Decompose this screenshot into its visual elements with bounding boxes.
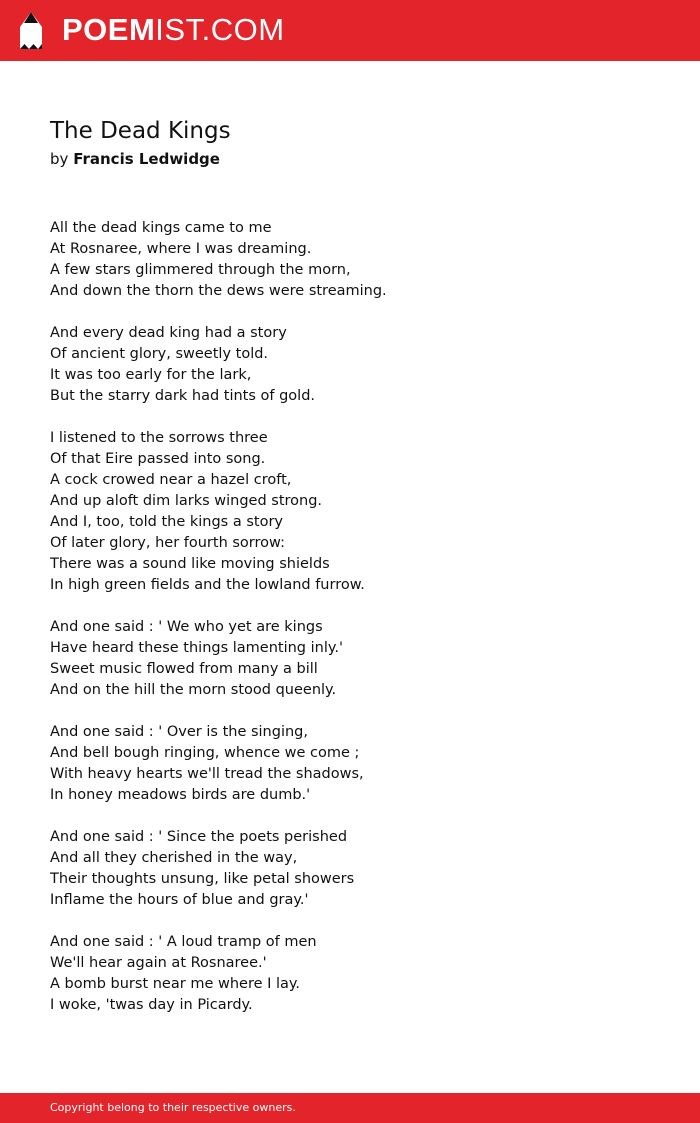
poem-line: Sweet music flowed from many a bill (50, 661, 318, 677)
poem-line: All the dead kings came to me (50, 220, 272, 236)
byline (50, 148, 220, 170)
site-footer (0, 1093, 700, 1123)
poem-line: And every dead king had a story (50, 325, 287, 341)
poem-line: I listened to the sorrows three (50, 430, 268, 446)
poem-line: I woke, 'twas day in Picardy. (50, 997, 253, 1013)
poem-line: At Rosnaree, where I was dreaming. (50, 241, 312, 257)
poem-line: And up aloft dim larks winged strong. (50, 493, 323, 509)
stanza (50, 932, 610, 1016)
poem-line: And down the thorn the dews were streaming. (50, 283, 387, 299)
author-name: Francis Ledwidge (73, 150, 220, 168)
poem-line: A cock crowed near a hazel croft, (50, 472, 292, 488)
poem-line: It was too early for the lark, (50, 367, 252, 383)
poem-line: A bomb burst near me where I lay. (50, 976, 301, 992)
poem-line: Of that Eire passed into song. (50, 451, 266, 467)
logo-bold-text: POEM (62, 12, 156, 47)
poem-line: In honey meadows birds are dumb.' (50, 787, 311, 803)
poem-line: And all they cherished in the way, (50, 850, 298, 866)
poem-line: And one said : ' Since the poets perished (50, 829, 348, 845)
poem-line: And bell bough ringing, whence we come ; (50, 745, 360, 761)
poem-line: Inflame the hours of blue and gray.' (50, 892, 309, 908)
poem-line: And I, too, told the kings a story (50, 514, 283, 530)
poem-line: Of ancient glory, sweetly told. (50, 346, 269, 362)
pen-nib-icon[interactable] (18, 10, 44, 52)
poem-line: A few stars glimmered through the morn, (50, 262, 351, 278)
stanza (50, 827, 610, 911)
poem-line: With heavy hearts we'll tread the shadows, (50, 766, 364, 782)
poem-line: There was a sound like moving shields (50, 556, 330, 572)
poem-line: Of later glory, her fourth sorrow: (50, 535, 285, 551)
logo-light-text: IST.COM (155, 12, 285, 47)
stanza (50, 722, 610, 806)
stanza (50, 428, 610, 596)
poem-title: The Dead Kings (50, 118, 231, 144)
site-header (0, 0, 700, 61)
by-label: by (50, 150, 69, 168)
poem-line: And one said : ' Over is the singing, (50, 724, 308, 740)
poem-line: But the starry dark had tints of gold. (50, 388, 316, 404)
poem-body (50, 218, 610, 1037)
poem-line: Their thoughts unsung, like petal showers (50, 871, 355, 887)
site-logo[interactable] (62, 12, 285, 48)
stanza (50, 323, 610, 407)
copyright-notice: Copyright belong to their respective owners. (50, 1101, 296, 1114)
poem-line: And on the hill the morn stood queenly. (50, 682, 337, 698)
stanza (50, 617, 610, 701)
stanza (50, 218, 610, 302)
poem-line: In high green fields and the lowland furrow. (50, 577, 365, 593)
poem-line: And one said : ' A loud tramp of men (50, 934, 317, 950)
poem-line: We'll hear again at Rosnaree.' (50, 955, 267, 971)
poem-line: And one said : ' We who yet are kings (50, 619, 323, 635)
poem-line: Have heard these things lamenting inly.' (50, 640, 343, 656)
